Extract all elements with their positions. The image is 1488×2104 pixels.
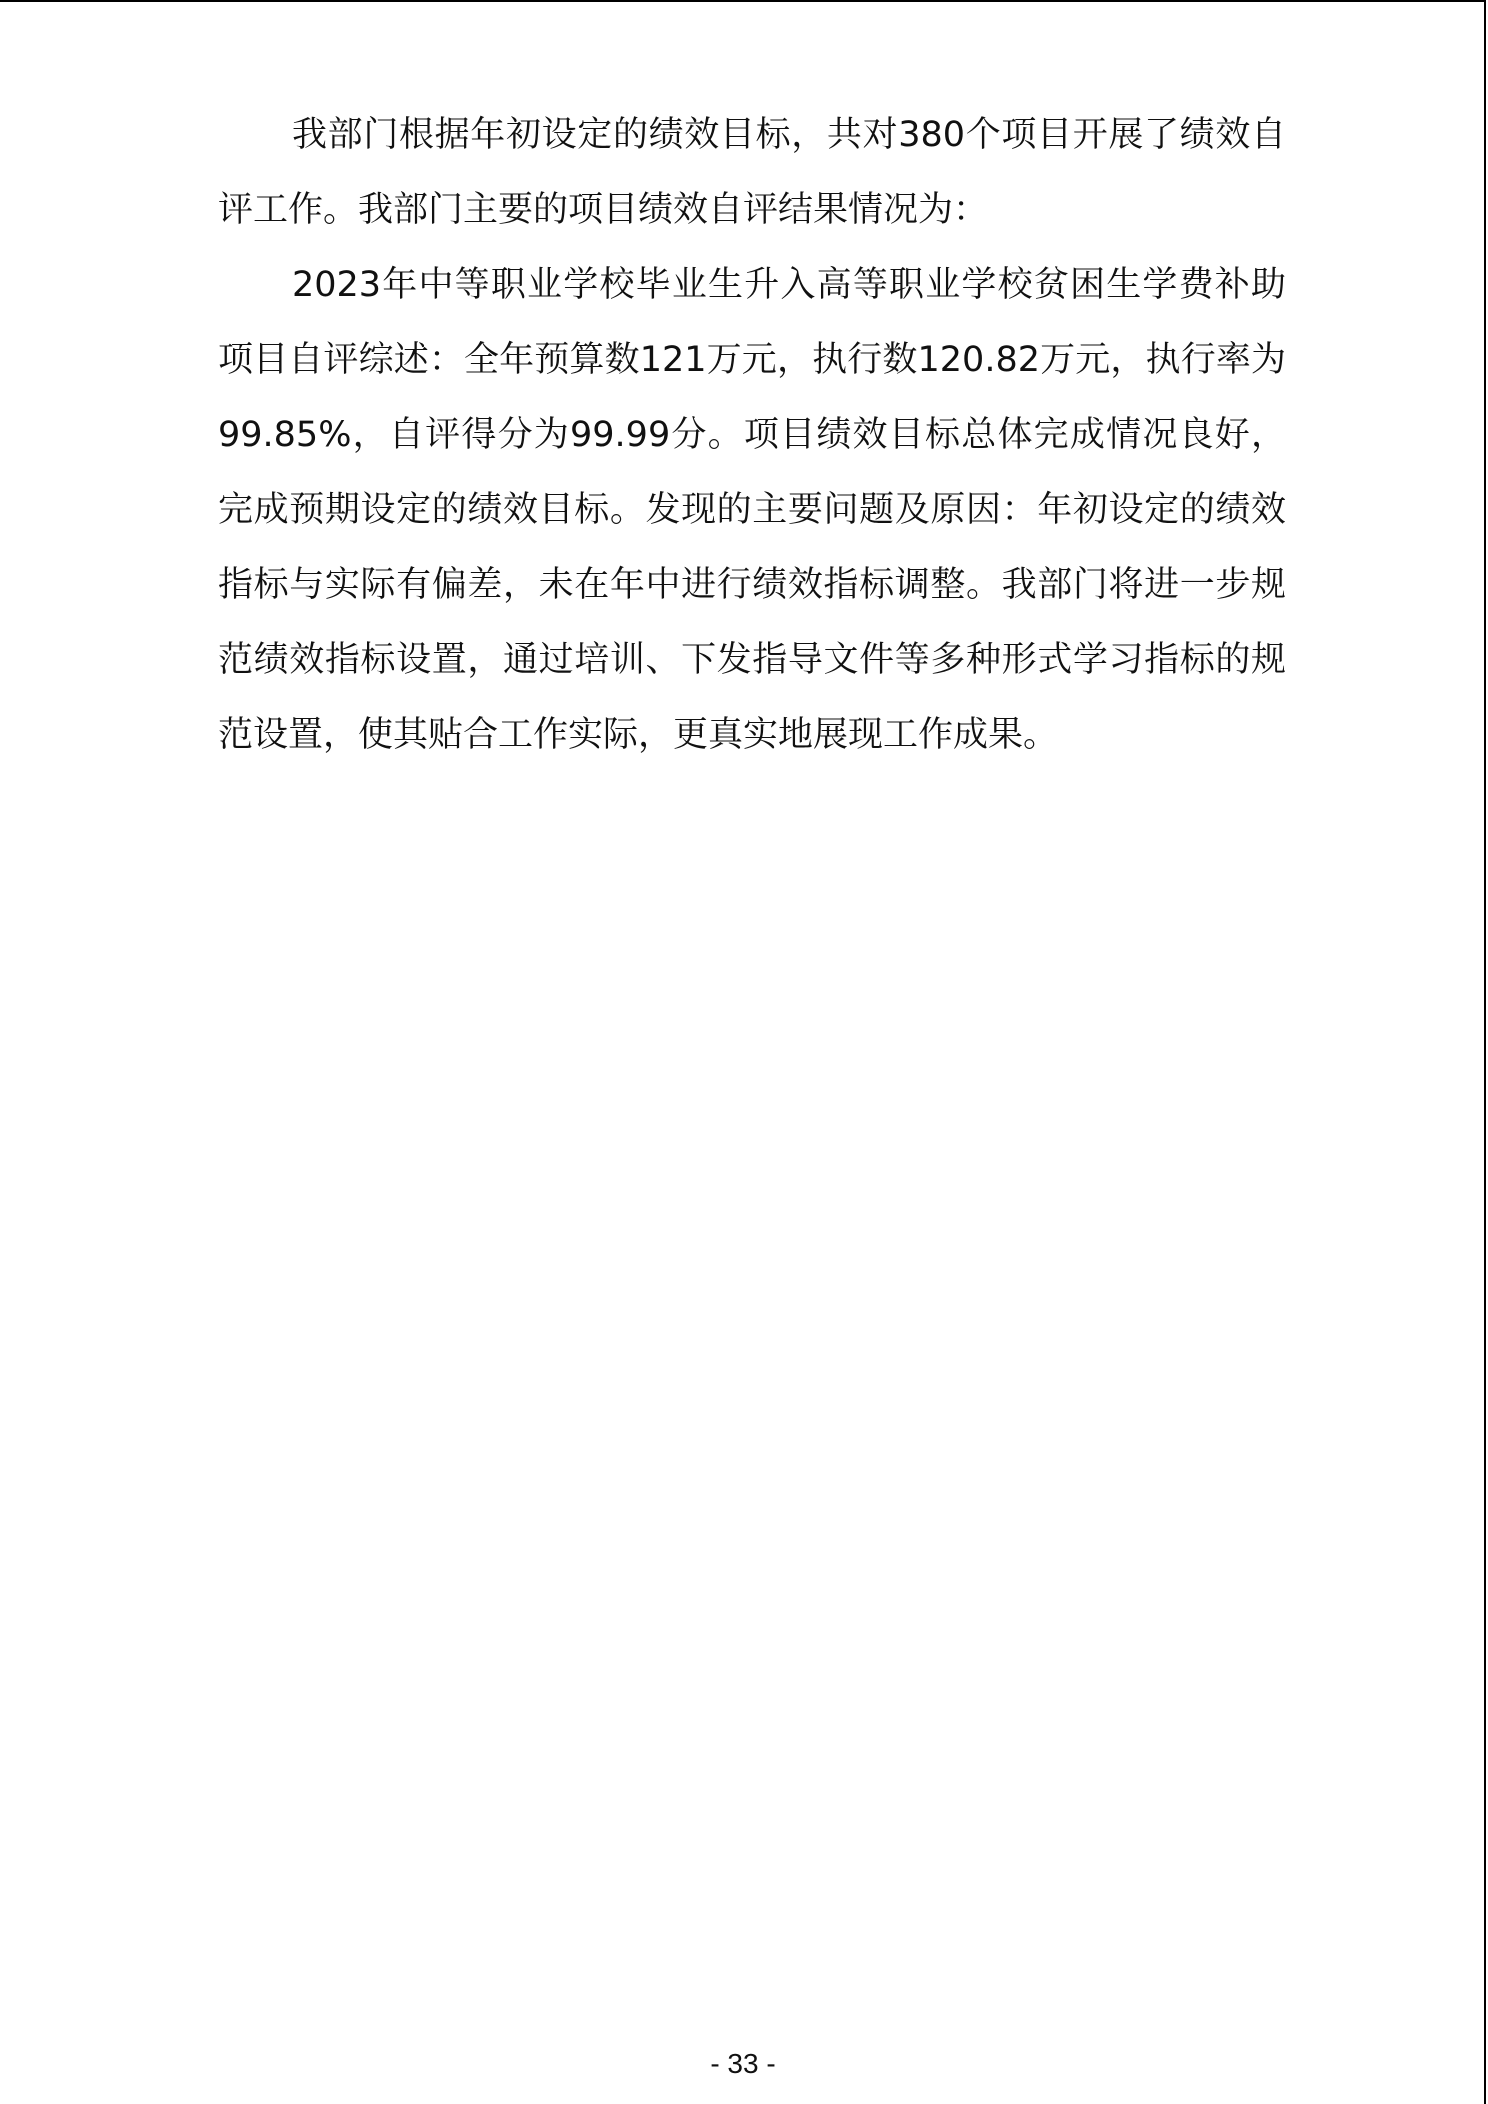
document-body bbox=[218, 98, 1286, 773]
page-number: - 33 - bbox=[710, 2048, 776, 2079]
paragraph-summary-intro: 我部门根据年初设定的绩效目标，共对380个项目开展了绩效自评工作。我部门主要的项目绩效自评结果情况为： bbox=[218, 115, 1286, 230]
paragraph-project-review: 2023年中等职业学校毕业生升入高等职业学校贫困生学费补助项目自评综述：全年预算数121万元，执行数120.82万元，执行率为99.85%，自评得分为99.99分。项目绩效目标总体完成情况良好，完成预期设定的绩效目标。发现的主要问题及原因：年初设定的绩效指标与实际有偏差，未在年中进行绩效指标调整。我部门将进一步规范绩效指标设置，通过培训、下发指导文件等多种形式学习指标的规范设置，使其贴合工作实际，更真实地展现工作成果。 bbox=[218, 265, 1286, 755]
